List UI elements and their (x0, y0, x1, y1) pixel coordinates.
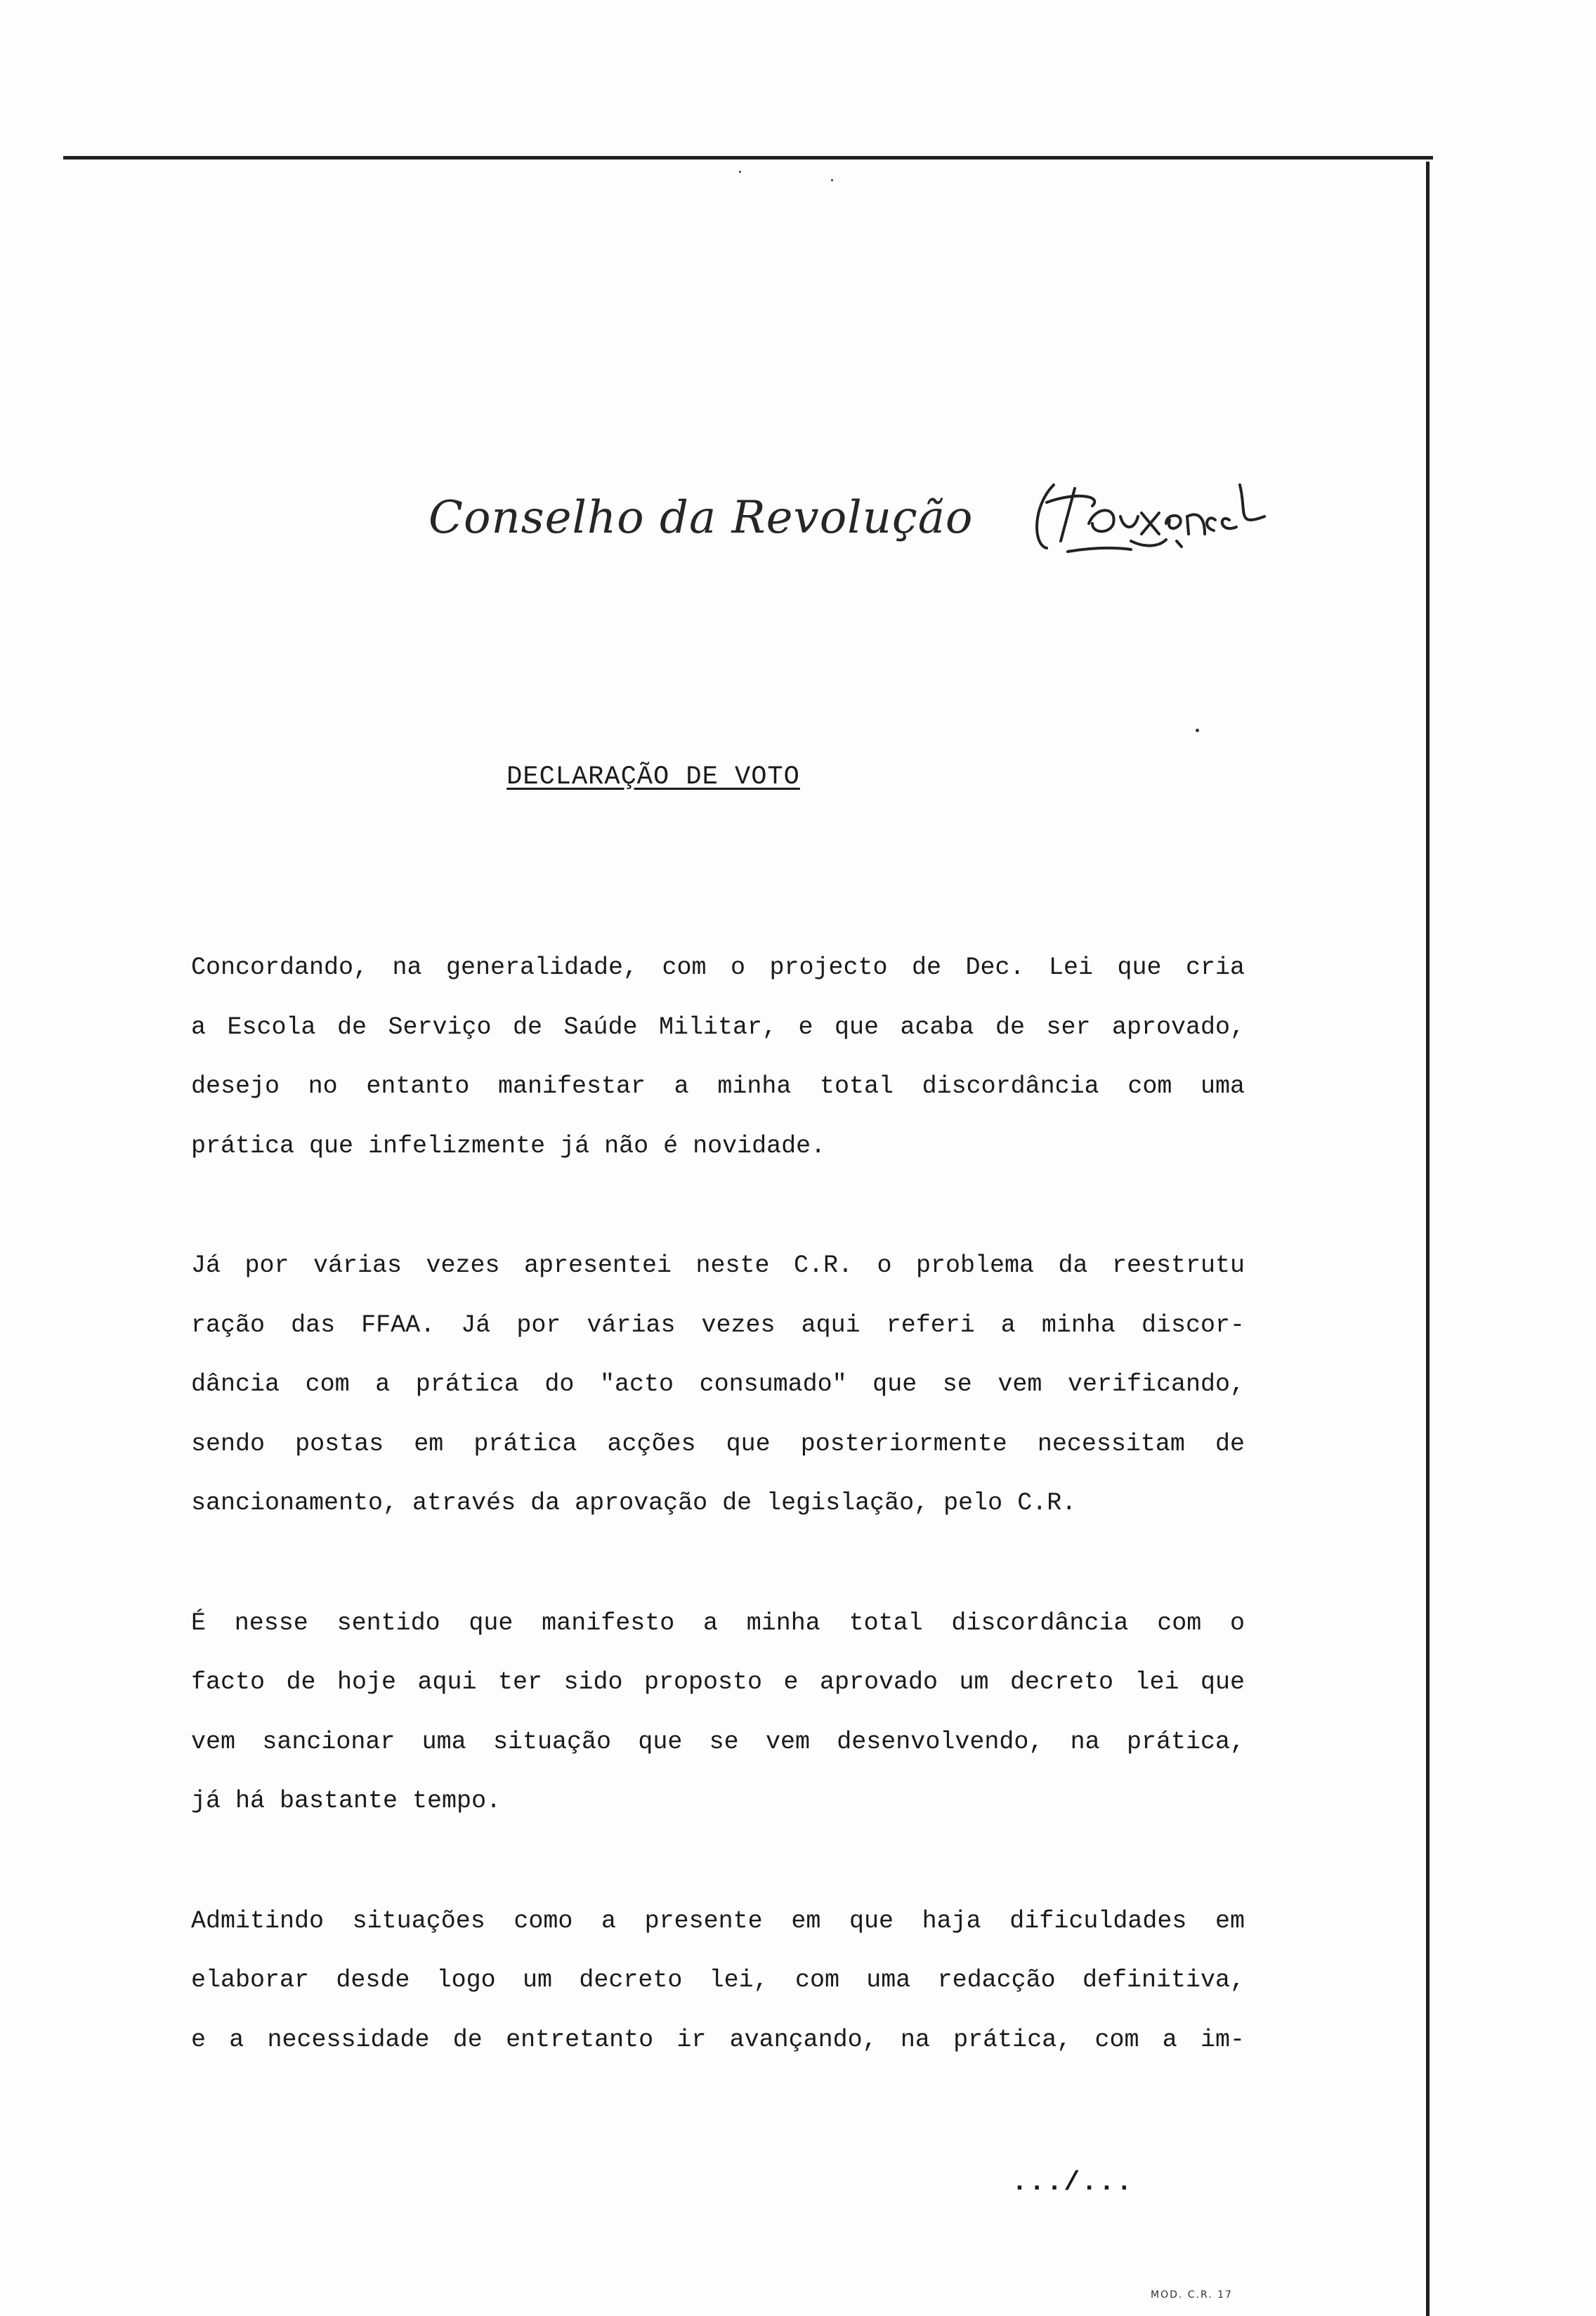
paragraph (191, 1236, 1245, 1533)
page-right-edge (1426, 162, 1430, 2316)
text-line: já há bastante tempo. (191, 1787, 502, 1815)
text-line: Concordando, na generalidade, com o projecto de Dec. Lei que cria (191, 954, 1245, 982)
form-code: MOD. C.R. 17 (1151, 2289, 1233, 2301)
page-top-edge (63, 156, 1433, 160)
body-text (191, 938, 1245, 2130)
paragraph (191, 1594, 1245, 1831)
text-line: dância com a prática do "acto consumado" que se vem verificando, (191, 1370, 1245, 1398)
text-line: sendo postas em prática acções que posteriormente necessitam de (191, 1429, 1245, 1458)
continuation-mark: .../... (1012, 2168, 1134, 2198)
text-line: prática que infelizmente já não é novidade. (191, 1131, 826, 1160)
text-line: elaborar desde logo um decreto lei, com uma redacção definitiva, (191, 1966, 1245, 1994)
scan-speck (831, 179, 833, 181)
handwritten-signature (1026, 464, 1293, 569)
text-line: Já por várias vezes apresentei neste C.R. o problema da reestrutu (191, 1251, 1245, 1280)
text-line: desejo no entanto manifestar a minha total discordância com uma (191, 1072, 1245, 1100)
text-line: a Escola de Serviço de Saúde Militar, e que acaba de ser aprovado, (191, 1013, 1245, 1041)
text-line: facto de hoje aqui ter sido proposto e aprovado um decreto lei que (191, 1668, 1245, 1696)
text-line: e a necessidade de entretanto ir avançando, na prática, com a im- (191, 2025, 1245, 2054)
document-title: DECLARAÇÃO DE VOTO (506, 762, 800, 792)
text-line: Admitindo situações como a presente em que haja dificuldades em (191, 1906, 1245, 1935)
scan-speck (739, 171, 741, 173)
text-line: vem sancionar uma situação que se vem desenvolvendo, na prática, (191, 1727, 1245, 1756)
paragraph (191, 1892, 1245, 2070)
text-line: É nesse sentido que manifesto a minha total discordância com o (191, 1608, 1245, 1637)
text-line: ração das FFAA. Já por várias vezes aqui referi a minha discor- (191, 1310, 1245, 1339)
text-line: sancionamento, através da aprovação de legislação, pelo C.R. (191, 1489, 1077, 1517)
paragraph (191, 938, 1245, 1176)
scan-speck (1196, 729, 1199, 732)
letterhead: Conselho da Revolução (429, 492, 974, 544)
